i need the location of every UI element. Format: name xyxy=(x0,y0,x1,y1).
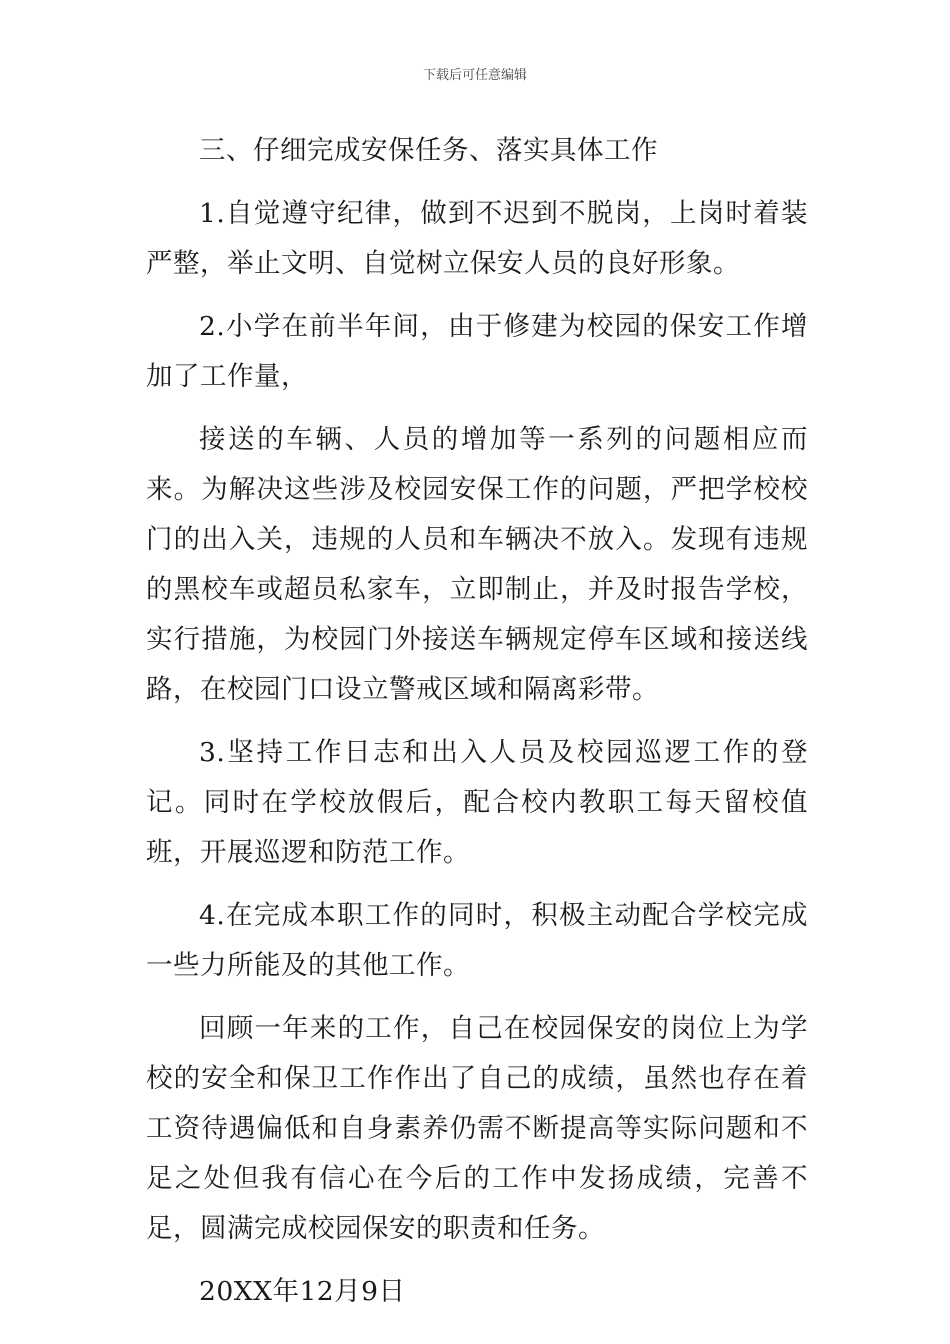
paragraph-summary: 回顾一年来的工作，自己在校园保安的岗位上为学校的安全和保卫工作作出了自己的成绩，虽然也存在着工资待遇偏低和自身素养仍需不断提高等实际问题和不足之处但我有信心在今后的工作中发扬成绩，完善不足，圆满完成校园保安的职责和任务。 xyxy=(146,1013,808,1244)
paragraph-item-3: 3.坚持工作日志和出入人员及校园巡逻工作的登记。同时在学校放假后，配合校内教职工每天留校值班，开展巡逻和防范工作。 xyxy=(146,737,808,868)
paragraph-item-2: 2.小学在前半年间，由于修建为校园的保安工作增加了工作量， xyxy=(146,311,808,392)
paragraph-item-2-continued: 接送的车辆、人员的增加等一系列的问题相应而来。为解决这些涉及校园安保工作的问题，严把学校校门的出入关，违规的人员和车辆决不放入。发现有违规的黑校车或超员私家车，立即制止，并及时报告学校，实行措施，为校园门外接送车辆规定停车区域和接送线路，在校园门口设立警戒区域和隔离彩带。 xyxy=(146,424,808,705)
section-heading: 三、仔细完成安保任务、落实具体工作 xyxy=(199,135,658,166)
document-date: 20XX年12月9日 xyxy=(199,1276,406,1307)
paragraph-item-1: 1.自觉遵守纪律，做到不迟到不脱岗，上岗时着装严整，举止文明、自觉树立保安人员的良好形象。 xyxy=(146,198,808,279)
document-body xyxy=(146,126,808,1330)
paragraph-item-4: 4.在完成本职工作的同时，积极主动配合学校完成一些力所能及的其他工作。 xyxy=(146,900,808,981)
page-header: 下载后可任意编辑 xyxy=(422,68,527,83)
